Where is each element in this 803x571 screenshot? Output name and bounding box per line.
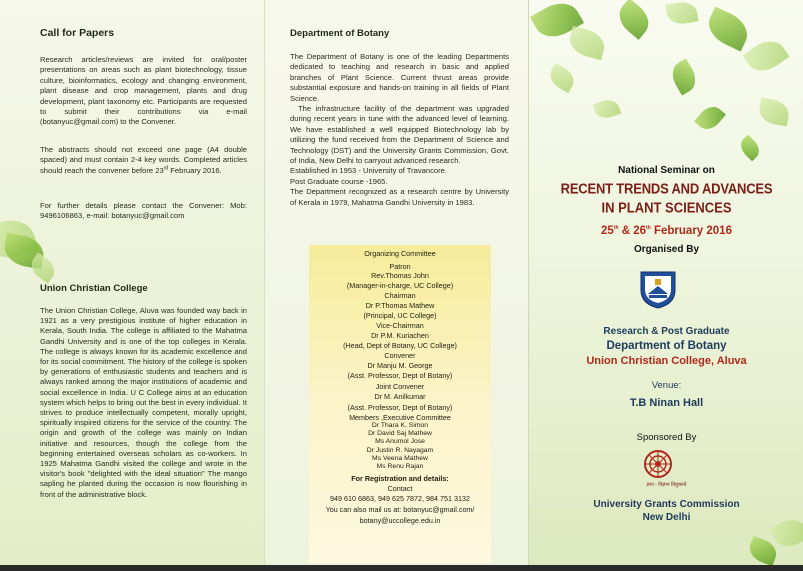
mail-line-2: botany@uccollege.edu.in <box>359 516 441 525</box>
member-name: Dr Manju M. George <box>367 361 433 370</box>
seminar-title-line2: IN PLANT SCIENCES <box>601 198 732 217</box>
ugc-tagline: ज्ञान - विज्ञान विमुक्तये <box>646 482 687 488</box>
leaf-decoration <box>546 63 579 93</box>
ucc-heading: Union Christian College <box>40 283 148 294</box>
ucc-history-text: The Union Christian College, Aluva was founded way back in 1921 as a very prestigious institute of higher education in Kerala, South India. The college is affiliated to the Mahatma Gandhi University and is one of the top colleges in Kerala. The college is always known for its academic excellence and for its social commitment. The history of the college is spoken by generations of enthusiastic students and teachers and is always ranked among the major institutions of academic and social excellence in India. U C College aims at an education system which helps to bring out the best in every individual. It strives to produce intellectually competent, morally upright, spiritually inspired citizens for the service of the country. The origin and growth of the college was mainly on Indian initiative and resources, though the college from the beginning entertained overseas scholars as co-workers. In 1925 Mahatma Gandhi visited the college and wrote in the visitor's book "delighted with the ideal situation" The mango sapling he planted during the occasion is now flourishing in front of the administrative block. <box>40 306 247 499</box>
member-name: Dr M. Anilkumar <box>374 392 426 401</box>
leaf-decoration <box>613 0 656 40</box>
seminar-dates: 25th & 26th February 2016 <box>601 225 732 237</box>
seminar-label: National Seminar on <box>618 165 715 176</box>
leaf-decoration <box>757 98 791 127</box>
panel-call-for-papers <box>0 0 264 565</box>
leaf-decoration <box>742 34 789 79</box>
panel-cover <box>528 0 803 565</box>
college-name: Union Christian College, Aluva <box>586 355 747 367</box>
leaf-decoration <box>665 0 698 26</box>
registration-label: For Registration and details: <box>351 474 449 483</box>
venue-label: Venue: <box>651 380 682 391</box>
seminar-title-line1: RECENT TRENDS AND ADVANCES <box>560 179 773 198</box>
leaf-decoration <box>566 26 608 60</box>
member-name: Dr P.Thomas Mathew <box>365 301 435 310</box>
role-label: Joint Convener <box>375 382 425 391</box>
sponsored-by-label: Sponsored By <box>636 432 697 443</box>
member-desc: (Principal, UC College) <box>363 311 437 320</box>
role-label: Vice-Chairman <box>376 321 424 330</box>
leaf-decoration <box>737 135 764 162</box>
research-pg-label: Research & Post Graduate <box>603 326 730 337</box>
role-label: Chairman <box>384 291 416 300</box>
call-for-papers-heading: Call for Papers <box>40 27 115 39</box>
phone-numbers: 949 610 6863, 949 625 7872, 984 751 3132 <box>330 494 470 503</box>
committee-title: Organizing Committee <box>364 249 436 258</box>
member-desc: (Head, Dept of Botany, UC College) <box>343 341 457 350</box>
member-desc: (Asst. Professor, Dept of Botany) <box>347 403 453 412</box>
department-name: Department of Botany <box>606 340 727 352</box>
leaf-decoration <box>593 96 622 121</box>
ugc-logo-icon <box>641 447 675 481</box>
venue-name: T.B Ninan Hall <box>629 397 704 409</box>
member-name: Rev.Thomas John <box>371 271 429 280</box>
college-emblem-icon <box>637 268 679 310</box>
abstract-guidelines-text: The abstracts should not exceed one page (A4 double spaced) and must contain 2-4 key words. Completed articles should reach the convener before 23rd February 2016. <box>40 145 247 175</box>
member-name: Dr P.M. Kuriachen <box>371 331 429 340</box>
leaf-decoration <box>694 102 726 135</box>
panel-department <box>264 0 528 565</box>
leaf-decoration <box>667 59 701 96</box>
contact-details-text: For further details please contact the Convener: Mob: 9496106863, e-mail: botanyuc@gmail.com <box>40 201 247 221</box>
role-label: Patron <box>389 262 411 271</box>
ugc-location: New Delhi <box>642 512 691 523</box>
department-description: The Department of Botany is one of the leading Departments dedicated to teaching and research in basic and applied branches of Plant Science. Current thrust areas provide substantial exposure and hands-on training in all fields of Plant Science. The infrastructure facility of the department was upgraded during recent years in tune with the advanced level of learning. We have established a well equipped Biotechnology lab by utilizing the fund received from the Department of Science and Technology (DST) and the University Grants Commission, Govt. of India, New Delhi to carryout advanced research. Established in 1953 - University of Travancore. Post Graduate course -1965. The Department recognized as a research centre by University of Kerala in 1979, Mahatma Gandhi University in 1983. <box>290 52 509 207</box>
member-desc: (Asst. Professor, Dept of Botany) <box>347 371 453 380</box>
role-label: Members ,Executive Committee <box>349 413 451 422</box>
call-for-papers-text: Research articles/reviews are invited for oral/poster presentations on areas such as plant biotechnology, tissue culture, bioinformatics, ecology and changing environment, plant disease and crop management, plants and drug development, plant taxonomy etc. Participants are requested to submit their contributions via e-mail (botanyuc@gmail.com) to the Convener. <box>40 55 247 127</box>
ugc-name: University Grants Commission <box>593 499 740 510</box>
role-label: Convener <box>384 351 416 360</box>
organised-by-label: Organised By <box>633 244 700 255</box>
executive-members-list: Dr Thara K. Simon Dr David Saj Mathew Ms Anumol Jose Dr Justin R. Nayagam Ms Veena Mathew Ms Renu Rajan <box>366 422 434 471</box>
department-heading: Department of Botany <box>290 28 390 39</box>
mail-line: You can also mail us at: botanyuc@gmail.com/ <box>325 505 475 514</box>
member-desc: (Manager-in-charge, UC College) <box>346 281 454 290</box>
contact-label: Contact <box>387 484 413 493</box>
bottom-edge <box>0 565 803 571</box>
organizing-committee-box <box>309 245 491 563</box>
leaf-decoration <box>703 7 754 52</box>
